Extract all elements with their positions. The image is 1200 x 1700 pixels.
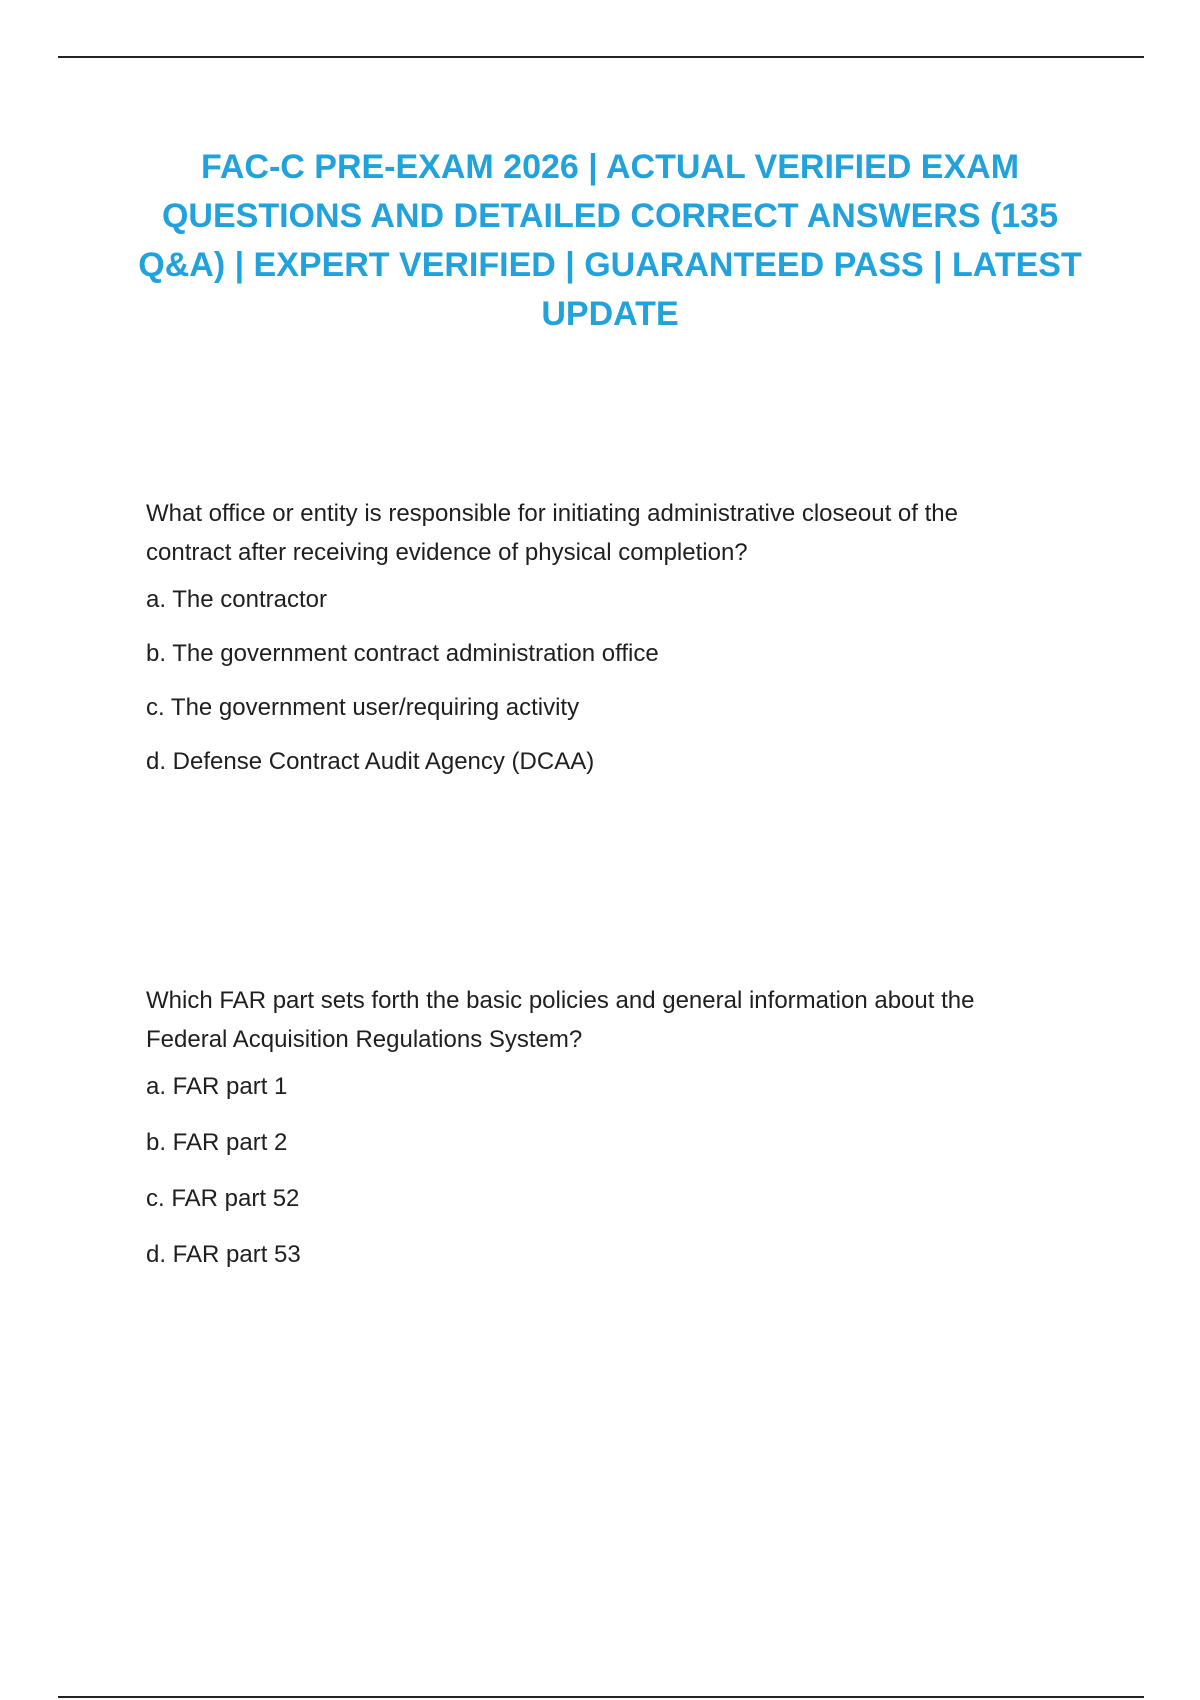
title-line: FAC-C PRE-EXAM 2026 | ACTUAL VERIFIED EXAM: [200, 148, 1020, 186]
document-title: [130, 143, 1090, 339]
option-b: b. FAR part 2: [146, 1129, 288, 1156]
question-2: [146, 981, 1066, 1270]
bottom-rule: [58, 1696, 1144, 1698]
question-text-line: Which FAR part sets forth the basic policies and general information about the: [146, 987, 975, 1014]
question-text-line: What office or entity is responsible for initiating administrative closeout of the: [146, 500, 958, 527]
question-2-text: [146, 981, 1066, 1059]
question-2-options: [146, 1072, 1066, 1270]
option-c: c. The government user/requiring activity: [146, 694, 580, 721]
question-1-text: [146, 494, 1066, 572]
question-text-line: contract after receiving evidence of physical completion?: [146, 539, 748, 566]
title-line: QUESTIONS AND DETAILED CORRECT ANSWERS (135: [161, 197, 1059, 235]
option-b: b. The government contract administration office: [146, 640, 659, 667]
question-1: [146, 494, 1066, 777]
question-text-line: Federal Acquisition Regulations System?: [146, 1026, 583, 1053]
question-1-options: [146, 585, 1066, 777]
option-d: d. FAR part 53: [146, 1241, 301, 1268]
option-c: c. FAR part 52: [146, 1185, 300, 1212]
title-line: Q&A) | EXPERT VERIFIED | GUARANTEED PASS | LATEST: [138, 246, 1082, 284]
top-rule: [58, 56, 1144, 58]
option-a: a. FAR part 1: [146, 1073, 288, 1100]
option-a: a. The contractor: [146, 586, 327, 613]
title-line: UPDATE: [541, 295, 679, 333]
option-d: d. Defense Contract Audit Agency (DCAA): [146, 748, 595, 775]
